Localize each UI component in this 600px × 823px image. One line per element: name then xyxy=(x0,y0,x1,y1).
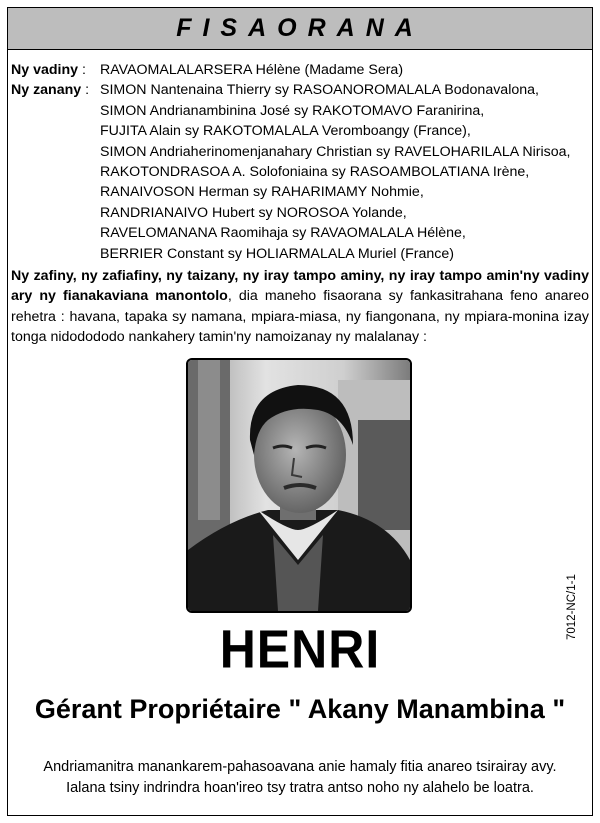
child-line: RAKOTONDRASOA A. Solofoniaina sy RASOAMBOLATIANA Irène, xyxy=(100,164,530,181)
deceased-title: Gérant Propriétaire " Akany Manambina " xyxy=(34,694,566,724)
thanks-paragraph xyxy=(11,266,589,348)
thanks-paragraph-text: , dia maneho fisaorana sy fankasitrahana feno anareo rehetra : havana, tapaka sy namana, mpiara-miasa, ny fiangonana, ny mpiara-monina izay tonga nidodododo nankahery tamin'ny namoizanay ny malalanay : xyxy=(11,288,589,346)
children-label: Ny zanany : xyxy=(11,82,90,99)
child-line: RANDRIANAIVO Hubert sy NOROSOA Yolande, xyxy=(100,204,407,221)
child-line: RANAIVOSON Herman sy RAHARIMAMY Nohmie, xyxy=(100,184,424,201)
closing-line: Ialana tsiny indrindra hoan'ireo tsy tratra antso noho ny alahelo be loatra. xyxy=(66,780,534,796)
spouse-row xyxy=(11,60,589,80)
reference-code: 7012-NC/1-1 xyxy=(566,574,578,640)
child-line: RAVELOMANANA Raomihaja sy RAVAOMALALA Hélène, xyxy=(100,225,466,242)
child-line: FUJITA Alain sy RAKOTOMALALA Veromboangy (France), xyxy=(100,123,471,140)
child-line: BERRIER Constant sy HOLIARMALALA Muriel (France) xyxy=(100,245,455,262)
child-line: SIMON Andriaherinomenjanahary Christian sy RAVELOHARILALA Nirisoa, xyxy=(100,143,571,160)
notice-title: FISAORANA xyxy=(176,14,424,42)
child-line: SIMON Andrianambinina José sy RAKOTOMAVO Faranirina, xyxy=(100,102,485,119)
children-row xyxy=(11,80,589,264)
spouse-label: Ny vadiny : xyxy=(11,62,86,78)
children-list xyxy=(100,80,571,264)
family-list xyxy=(11,60,589,264)
closing-text xyxy=(0,757,600,799)
portrait-photo xyxy=(186,358,412,613)
thanks-paragraph-bold: Ny zafiny, ny zafiafiny, ny taizany, ny iray tampo aminy, ny iray tampo amin'ny vadiny ary ny fianakaviana manontolo xyxy=(11,268,589,305)
closing-line: Andriamanitra manankarem-pahasoavana anie hamaly fitia anareo tsirairay avy. xyxy=(43,759,557,775)
portrait-illustration xyxy=(188,360,410,611)
child-line: SIMON Nantenaina Thierry sy RASOANOROMALALA Bodonavalona, xyxy=(100,82,539,99)
spouse-name: RAVAOMALALARSERA Hélène (Madame Sera) xyxy=(100,62,404,78)
notice-header xyxy=(8,8,592,50)
deceased-name: HENRI xyxy=(219,618,381,680)
